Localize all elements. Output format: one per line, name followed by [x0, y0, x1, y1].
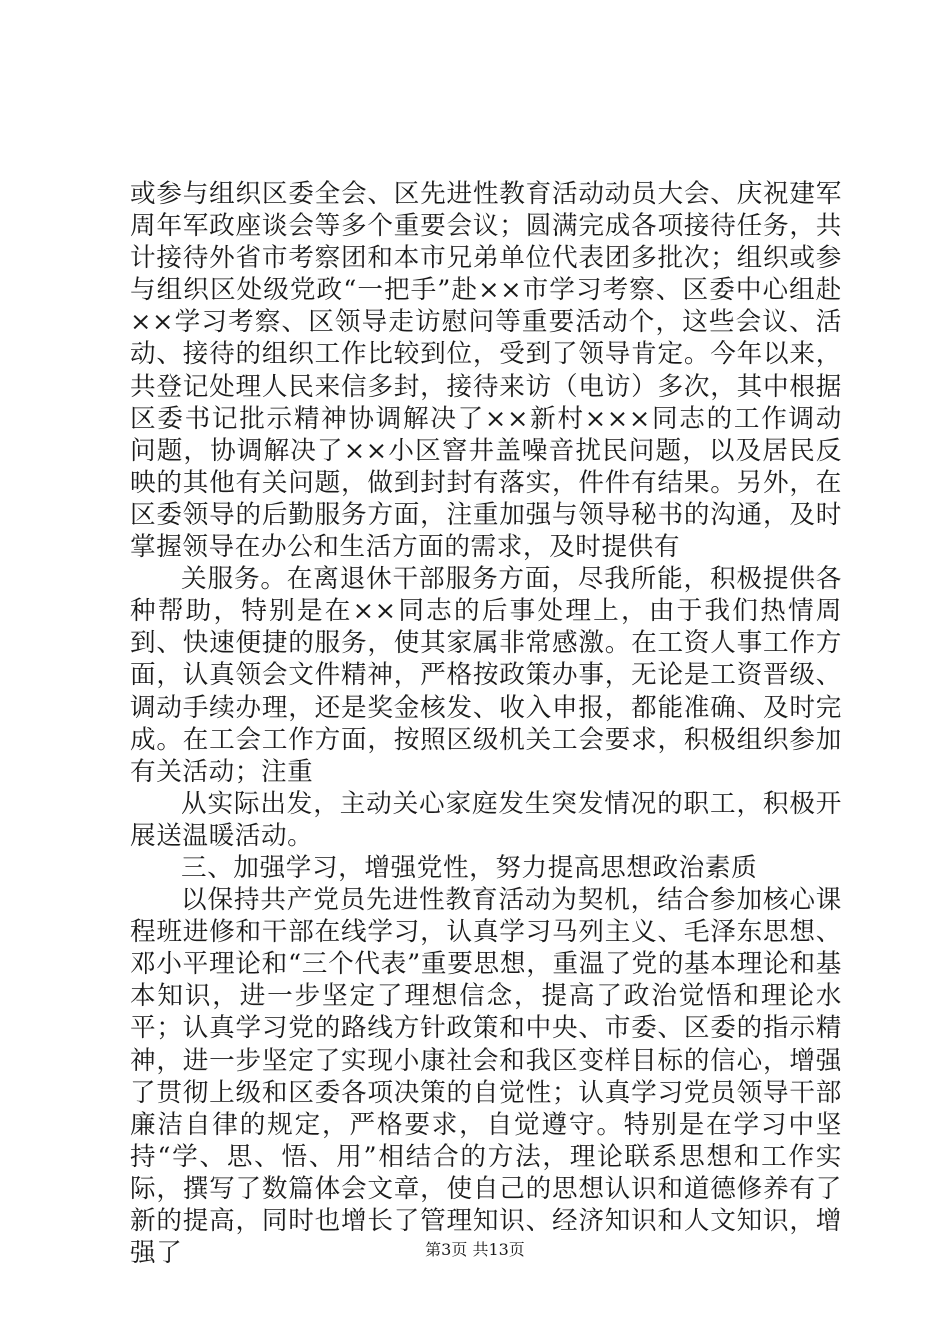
paragraph-continued: 或参与组织区委全会、区先进性教育活动动员大会、庆祝建军周年军政座谈会等多个重要会议；圆满完成各项接待任务，共计接待外省市考察团和本市兄弟单位代表团多批次；组织或参与组织区处级党政“一把手”赴××市学习考察、区委中心组赴××学习考察、区领导走访慰问等重要活动个，这些会议、活动、接待的组织工作比较到位，受到了领导肯定。今年以来，共登记处理人民来信多封，接待来访（电访）多次，其中根据区委书记批示精神协调解决了××新村×××同志的工作调动问题，协调解决了××小区窨井盖噪音扰民问题，以及居民反映的其他有关问题，做到封封有落实，件件有结果。另外，在区委领导的后勤服务方面，注重加强与领导秘书的沟通，及时掌握领导在办公和生活方面的需求，及时提供有 — [130, 179, 842, 563]
section-heading: 三、加强学习，增强党性，努力提高思想政治素质 — [181, 852, 758, 883]
paragraph-warmth: 从实际出发，主动关心家庭发生突发情况的职工，积极开展送温暖活动。 — [130, 788, 842, 851]
document-body — [130, 178, 842, 1269]
paragraph-study: 以保持共产党员先进性教育活动为契机，结合参加核心课程班进修和干部在线学习，认真学习马列主义、毛泽东思想、邓小平理论和“三个代表”重要思想，重温了党的基本理论和基本知识，进一步坚定了理想信念，提高了政治觉悟和理论水平；认真学习党的路线方针政策和中央、市委、区委的指示精神，进一步坚定了实现小康社会和我区变样目标的信心，增强了贯彻上级和区委各项决策的自觉性；认真学习党员领导干部廉洁自律的规定，严格要求，自觉遵守。特别是在学习中坚持“学、思、悟、用”相结合的方法，理论联系思想和工作实际，撰写了数篇体会文章，使自己的思想认识和道德修养有了新的提高，同时也增长了管理知识、经济知识和人文知识，增强了 — [130, 885, 842, 1269]
page-footer: 第3页 共13页 — [425, 1240, 525, 1259]
paragraph-services: 关服务。在离退休干部服务方面，尽我所能，积极提供各种帮助，特别是在××同志的后事处理上，由于我们热情周到、快速便捷的服务，使其家属非常感激。在工资人事工作方面，认真领会文件精神，严格按政策办事，无论是工资晋级、调动手续办理，还是奖金核发、收入申报，都能准确、及时完成。在工会工作方面，按照区级机关工会要求，积极组织参加有关活动；注重 — [130, 564, 842, 787]
